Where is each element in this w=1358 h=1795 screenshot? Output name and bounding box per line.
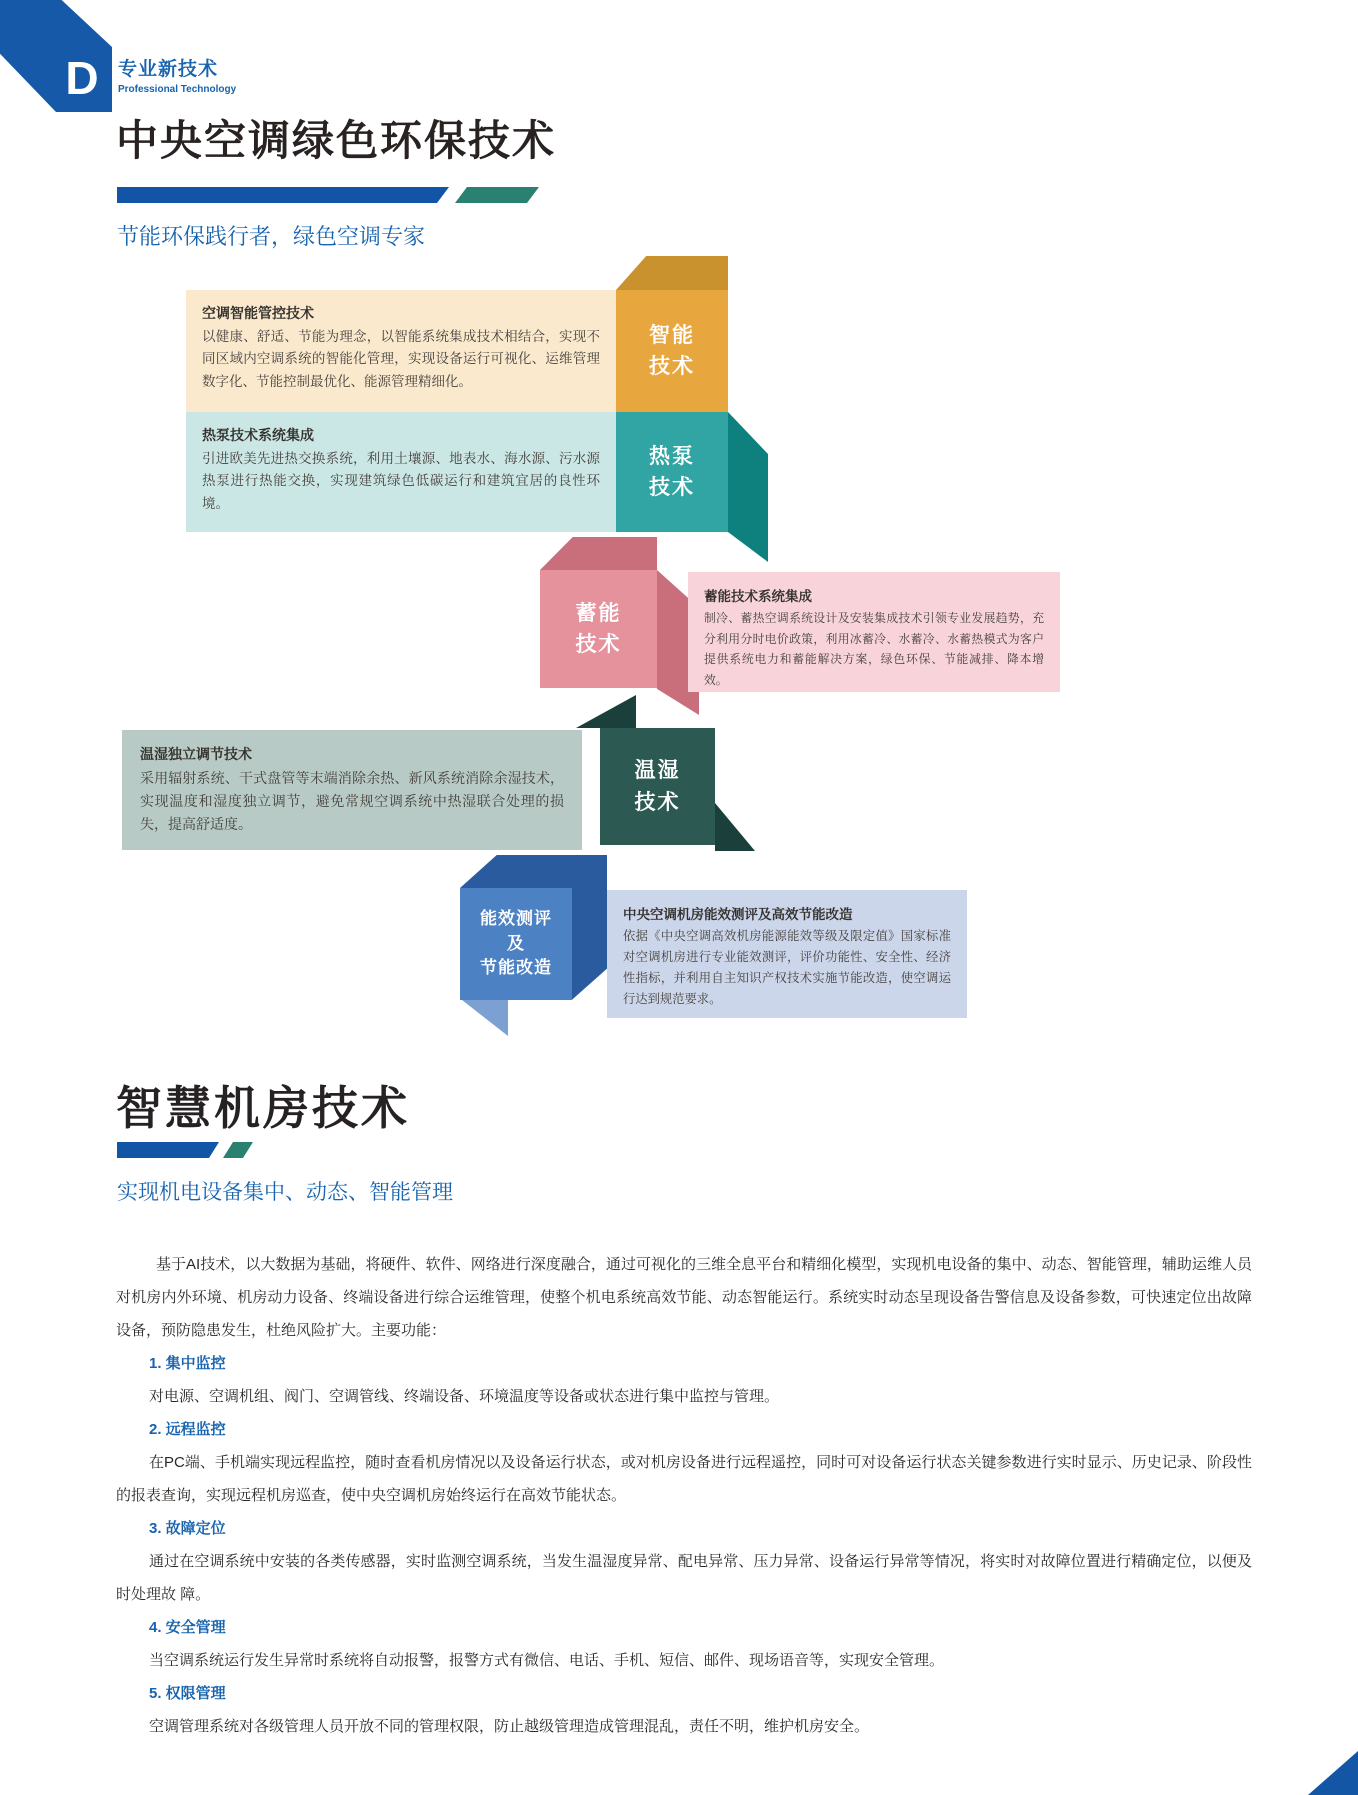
cube-top-face-storage <box>540 537 657 570</box>
cube-shadow-flap-humidity <box>715 803 755 851</box>
cube-label-line: 能效测评 <box>480 909 552 929</box>
feature-heading: 1. 集中监控 <box>149 1355 226 1372</box>
block-title: 空调智能管控技术 <box>202 305 314 321</box>
cube-label-line: 及 <box>507 933 525 953</box>
tech-cube-heat-pump <box>616 412 728 532</box>
block-body: 采用辐射系统、干式盘管等末端消除余热、新风系统消除余湿技术，实现温度和湿度独立调节，避免常规空调系统中热湿联合处理的损失，提高舒适度。 <box>140 770 564 833</box>
title2-underline-bar-blue <box>117 1142 219 1158</box>
tech-cube-smart <box>616 290 728 412</box>
tech-cube-storage <box>540 570 657 688</box>
corner-accent <box>1308 1751 1358 1795</box>
tech-block-storage <box>688 572 1060 692</box>
feature-heading: 2. 远程监控 <box>149 1421 226 1438</box>
cube-label-line: 技术 <box>575 633 622 656</box>
section1-title: 中央空调绿色环保技术 <box>116 117 557 164</box>
section2-subtitle: 实现机电设备集中、动态、智能管理 <box>117 1181 453 1204</box>
cube-top-face-smart <box>616 256 728 290</box>
cube-label-line: 节能改造 <box>480 958 552 978</box>
brand-letter: D <box>65 52 99 104</box>
section1-subtitle: 节能环保践行者，绿色空调专家 <box>117 224 426 249</box>
cube-label-line: 技术 <box>649 355 695 378</box>
tech-block-heat-pump <box>186 412 616 532</box>
block-title: 热泵技术系统集成 <box>202 427 314 443</box>
tech-cube-humidity <box>600 728 715 845</box>
feature-text: 对电源、空调机组、阀门、空调管线、终端设备、环境温度等设备或状态进行集中监控与管理。 <box>149 1388 780 1405</box>
cube-shadow-flap-energy <box>462 1000 508 1036</box>
section2-intro: 基于AI技术，以大数据为基础，将硬件、软件、网络进行深度融合，通过可视化的三维全息平台和精细化模型，实现机电设备的集中、动态、智能管理，辅助运维人员对机房内外环境、机房动力设备、终端设备进行综合运维管理，使整个机电系统高效节能、动态智能运行。系统实时动态呈现设备告警信息及设备参数，可快速定位出故障设备，预防隐患发生，杜绝风险扩大。主要功能： <box>116 1256 1252 1339</box>
tech-block-smart <box>186 290 616 412</box>
feature-text: 当空调系统运行发生异常时系统将自动报警，报警方式有微信、电话、手机、短信、邮件、现场语音等，实现安全管理。 <box>149 1652 945 1669</box>
cube-label-line: 蓄能 <box>575 601 622 625</box>
title-underline-bar-blue <box>117 187 449 203</box>
tech-cube-energy <box>460 888 572 1000</box>
block-body: 依据《中央空调高效机房能源能效等级及限定值》国家标准对空调机房进行专业能效测评，评价功能性、安全性、经济性指标，并利用自主知识产权技术实施节能改造，使空调运行达到规范要求。 <box>623 929 951 1007</box>
title-underline-bar-teal <box>455 187 539 203</box>
section2-title: 智慧机房技术 <box>116 1082 410 1134</box>
cube-label-line: 智能 <box>649 323 695 347</box>
block-body: 引进欧美先进热交换系统，利用土壤源、地表水、海水源、污水源热泵进行热能交换，实现建筑绿色低碳运行和建筑宜居的良性环境。 <box>202 451 600 511</box>
block-title: 中央空调机房能效测评及高效节能改造 <box>623 907 853 922</box>
feature-text: 空调管理系统对各级管理人员开放不同的管理权限，防止越级管理造成管理混乱，责任不明，维护机房安全。 <box>149 1718 870 1735</box>
section2-body <box>116 1248 1252 1743</box>
feature-heading: 3. 故障定位 <box>149 1520 226 1537</box>
eyebrow-title: 专业新技术 <box>118 59 219 80</box>
cube-label-line: 技术 <box>649 476 695 499</box>
block-body: 以健康、舒适、节能为理念，以智能系统集成技术相结合，实现不同区域内空调系统的智能化管理，实现设备运行可视化、运维管理数字化、节能控制最优化、能源管理精细化。 <box>202 329 600 389</box>
feature-text: 通过在空调系统中安装的各类传感器，实时监测空调系统，当发生温湿度异常、配电异常、压力异常、设备运行异常等情况，将实时对故障位置进行精确定位，以便及时处理故 障。 <box>116 1553 1252 1603</box>
block-title: 蓄能技术系统集成 <box>704 589 812 604</box>
cube-top-face-energy <box>460 855 607 888</box>
block-title: 温湿独立调节技术 <box>140 746 252 762</box>
cube-label-line: 温湿 <box>634 759 681 782</box>
title2-underline-bar-teal <box>223 1142 253 1158</box>
tech-block-humidity <box>122 730 582 850</box>
block-body: 制冷、蓄热空调系统设计及安装集成技术引领专业发展趋势，充分利用分时电价政策，利用冰蓄冷、水蓄冷、水蓄热模式为客户提供系统电力和蓄能解决方案，绿色环保、节能减排、降本增效。 <box>704 611 1044 687</box>
cube-label-line: 技术 <box>634 790 681 814</box>
cube-top-face-humidity <box>576 695 636 728</box>
feature-text: 在PC端、手机端实现远程监控，随时查看机房情况以及设备运行状态，或对机房设备进行远程遥控，同时可对设备运行状态关键参数进行实时显示、历史记录、阶段性的报表查询，实现远程机房巡查，使中央空调机房始终运行在高效节能状态。 <box>116 1454 1252 1504</box>
cube-side-face-energy <box>572 888 607 1018</box>
tech-block-energy <box>607 890 967 1018</box>
cube-side-face-heat-pump <box>728 412 768 562</box>
eyebrow-subtitle-en: Professional Technology <box>118 84 237 95</box>
feature-heading: 4. 安全管理 <box>149 1619 226 1636</box>
cube-label-line: 热泵 <box>649 444 695 468</box>
feature-heading: 5. 权限管理 <box>149 1685 226 1702</box>
